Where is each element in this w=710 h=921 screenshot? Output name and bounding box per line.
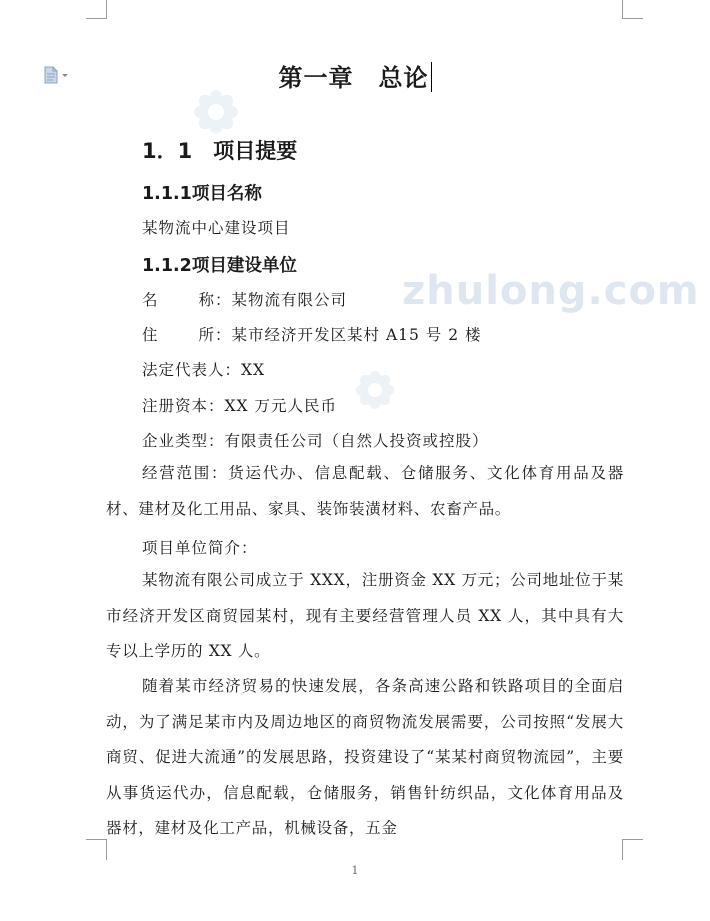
address-line (142, 323, 482, 345)
page-number: 1 (351, 864, 359, 877)
address-label: 住 (142, 326, 159, 344)
enterprise-type-line: 企业类型：有限责任公司（自然人投资或控股） (142, 432, 489, 450)
registered-capital-line: 注册资本：XX 万元人民币 (142, 397, 337, 415)
crop-mark-top-left (86, 0, 107, 19)
intro-paragraph-2: 随着某市经济贸易的快速发展，各条高速公路和铁路项目的全面启动，为了满足某市内及周边地区的商贸物流发展需要，公司按照“发展大商贸、促进大流通”的发展思路，投资建设了“某某村商贸物流园”，主要从事货运代办，信息配载，仓储服务，销售针纺织品，文化体育用品及器材，建材及化工产品，机械设备，五金 (106, 677, 624, 837)
name-label: 名 (142, 291, 159, 309)
crop-mark-bottom-left (86, 839, 107, 860)
company-name-line (142, 288, 347, 310)
subsection-heading-builder: 1.1.2项目建设单位 (142, 256, 297, 276)
intro-label: 项目单位简介： (142, 539, 258, 557)
chapter-title (0, 58, 710, 93)
address-value: 所：某市经济开发区某村 A15 号 2 楼 (198, 326, 482, 344)
subsection-heading-project-name: 1.1.1项目名称 (142, 184, 262, 204)
crop-mark-top-right (622, 0, 643, 19)
chapter-title-text: 第一章 总论 (278, 64, 429, 92)
intro-paragraph-1: 某物流有限公司成立于 XXX，注册资金 XX 万元；公司地址位于某市经济开发区商贸园某村，现有主要经营管理人员 XX 人，其中具有大专以上学历的 XX 人。 (106, 571, 624, 660)
crop-mark-bottom-right (622, 839, 643, 860)
legal-representative-line: 法定代表人：XX (142, 361, 266, 379)
watermark-logo (340, 355, 410, 425)
text-caret (431, 62, 432, 92)
watermark-text: zhulong.com (402, 268, 700, 314)
business-scope-paragraph: 经营范围：货运代办、信息配载、仓储服务、文化体育用品及器材、建材及化工用品、家具、装饰装潢材料、农畜产品。 (106, 464, 624, 518)
section-heading: 1．1 项目提要 (142, 139, 298, 163)
company-name-value: 称：某物流有限公司 (198, 291, 348, 309)
project-name-text: 某物流中心建设项目 (142, 219, 291, 237)
